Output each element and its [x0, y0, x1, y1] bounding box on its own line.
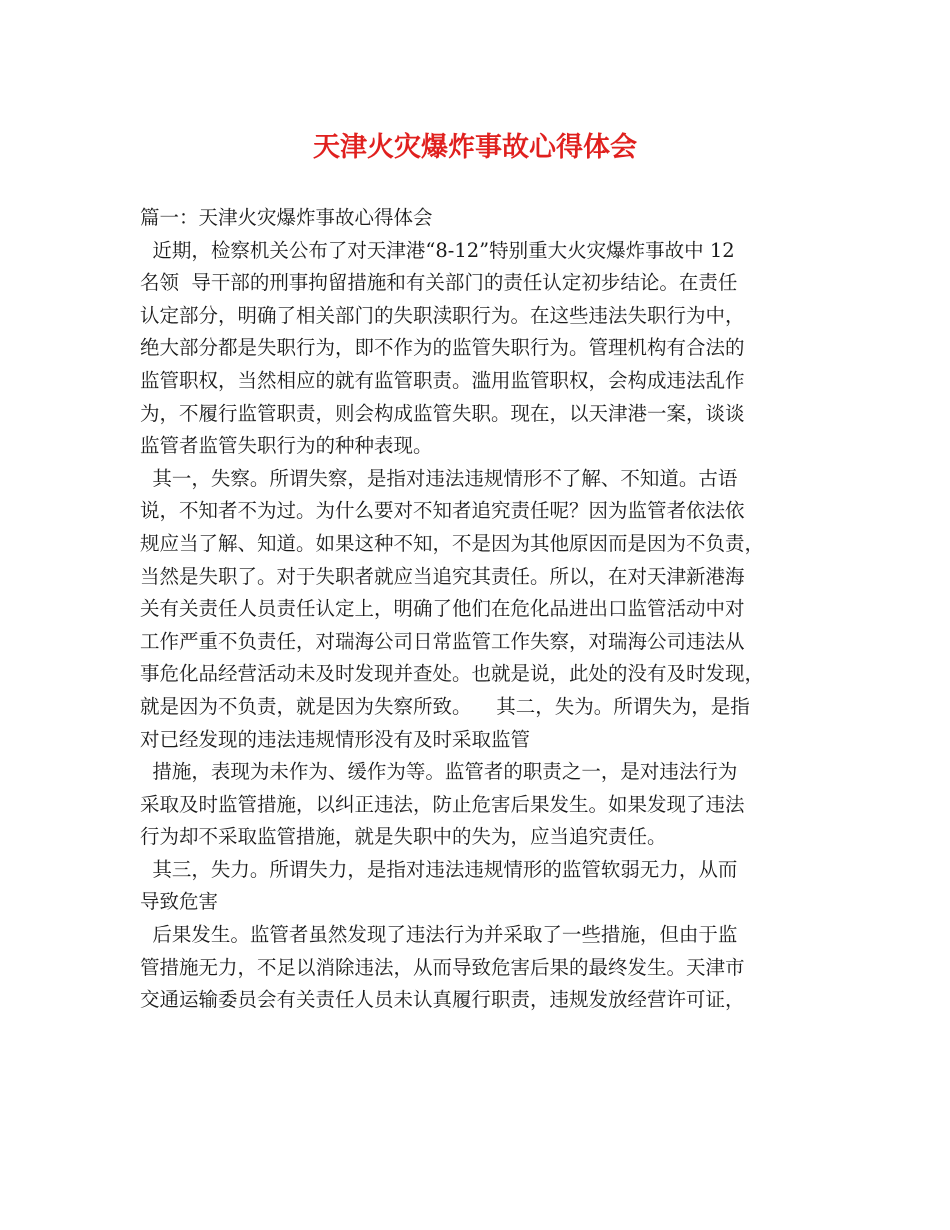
text-line: 其三，失力。所谓失力，是指对违法违规情形的监管软弱无力，从而: [140, 857, 738, 881]
text-line: 近期，检察机关公布了对天津港“8-12”特别重大火灾爆炸事故中 12: [140, 238, 735, 262]
text-line: 关有关责任人员责任认定上，明确了他们在危化品进出口监管活动中对: [140, 597, 745, 621]
text-line: 对已经发现的违法违规情形没有及时采取监管: [140, 727, 531, 751]
text-line: 其一，失察。所谓失察，是指对违法违规情形不了解、不知道。古语: [140, 466, 738, 490]
text-line: 监管者监管失职行为的种种表现。: [140, 434, 433, 458]
text-line: 管措施无力，不足以消除违法，从而导致危害后果的最终发生。天津市: [140, 955, 745, 979]
text-line: 篇一：天津火灾爆炸事故心得体会: [140, 206, 433, 229]
text-line: 采取及时监管措施，以纠正违法，防止危害后果发生。如果发现了违法: [140, 792, 745, 816]
text-line: 就是因为不负责，就是因为失察所致。 其二，失为。所谓失为，是指: [140, 694, 750, 718]
text-line: 措施，表现为未作为、缓作为等。监管者的职责之一，是对违法行为: [140, 760, 738, 784]
text-line: 规应当了解、知道。如果这种不知，不是因为其他原因而是因为不负责，: [140, 531, 765, 555]
text-line: 说，不知者不为过。为什么要对不知者追究责任呢？因为监管者依法依: [140, 499, 745, 523]
text-line: 交通运输委员会有关责任人员未认真履行职责，违规发放经营许可证，: [140, 988, 745, 1012]
text-line: 后果发生。监管者虽然发现了违法行为并采取了一些措施，但由于监: [140, 923, 738, 947]
document-title: 天津火灾爆炸事故心得体会: [313, 132, 637, 163]
text-line: 认定部分，明确了相关部门的失职渎职行为。在这些违法失职行为中，: [140, 303, 745, 327]
text-line: 工作严重不负责任，对瑞海公司日常监管工作失察，对瑞海公司违法从: [140, 629, 745, 653]
text-line: 监管职权，当然相应的就有监管职责。滥用监管职权，会构成违法乱作: [140, 368, 745, 392]
text-line: 事危化品经营活动未及时发现并查处。也就是说，此处的没有及时发现，: [140, 662, 765, 686]
text-line: 为，不履行监管职责，则会构成监管失职。现在，以天津港一案，谈谈: [140, 401, 745, 425]
text-line: 导致危害: [140, 890, 219, 914]
document-body: [140, 202, 840, 1017]
text-line: 绝大部分都是失职行为，即不作为的监管失职行为。管理机构有合法的: [140, 336, 745, 360]
text-line: 当然是失职了。对于失职者就应当追究其责任。所以，在对天津新港海: [140, 564, 745, 588]
text-line: 名领 导干部的刑事拘留措施和有关部门的责任认定初步结论。在责任: [140, 271, 738, 295]
text-line: 行为却不采取监管措施，就是失职中的失为，应当追究责任。: [140, 825, 667, 849]
